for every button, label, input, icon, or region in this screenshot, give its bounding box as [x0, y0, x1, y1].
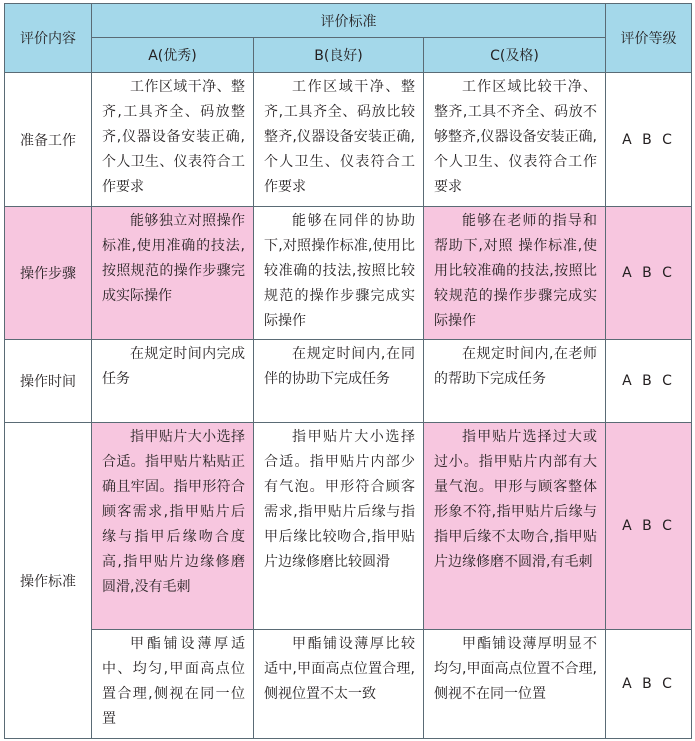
- grade-options: A B C: [606, 630, 692, 739]
- grade-options: A B C: [606, 340, 692, 423]
- row-label: 操作时间: [5, 340, 92, 423]
- header-level-a: A(优秀): [92, 38, 254, 73]
- cell-c: 甲酯铺设薄厚明显不均匀,甲面高点位置不合理,侧视不在同一位置: [424, 630, 606, 739]
- cell-a: 在规定时间内完成任务: [92, 340, 254, 423]
- table-row: [5, 423, 692, 630]
- grade-options: A B C: [606, 73, 692, 207]
- header-level-b: B(良好): [254, 38, 424, 73]
- table-row: [5, 340, 692, 423]
- evaluation-table: [4, 3, 692, 739]
- grade-options: A B C: [606, 207, 692, 340]
- cell-a: 工作区域干净、整齐,工具齐全、码放整齐,仪器设备安装正确,个人卫生、仪表符合工作要求: [92, 73, 254, 207]
- cell-b: 能够在同伴的协助下,对照操作标准,使用比较准确的技法,按照比较规范的操作步骤完成实际操作: [254, 207, 424, 340]
- header-standard: 评价标准: [92, 4, 606, 38]
- cell-b: 甲酯铺设薄厚比较适中,甲面高点位置合理,侧视位置不太一致: [254, 630, 424, 739]
- grade-options: A B C: [606, 423, 692, 630]
- header-level-c: C(及格): [424, 38, 606, 73]
- table-row: [5, 630, 692, 739]
- cell-c: 工作区域比较干净、整齐,工具不齐全、码放不够整齐,仪器设备安装正确,个人卫生、仪表符合工作要求: [424, 73, 606, 207]
- cell-c: 指甲贴片选择过大或过小。指甲贴片内部有大量气泡。甲形与顾客整体形象不符,指甲贴片后缘与指甲后缘不太吻合,指甲贴片边缘修磨不圆滑,有毛刺: [424, 423, 606, 630]
- cell-a: 甲酯铺设薄厚适中、均匀,甲面高点位置合理,侧视在同一位置: [92, 630, 254, 739]
- table-row: [5, 73, 692, 207]
- cell-b: 工作区域干净、整齐,工具齐全、码放比较整齐,仪器设备安装正确,个人卫生、仪表符合工作要求: [254, 73, 424, 207]
- header-grade: 评价等级: [606, 4, 692, 73]
- row-label: 操作标准: [5, 423, 92, 739]
- cell-a: 能够独立对照操作标准,使用准确的技法,按照规范的操作步骤完成实际操作: [92, 207, 254, 340]
- row-label: 操作步骤: [5, 207, 92, 340]
- cell-a: 指甲贴片大小选择合适。指甲贴片粘贴正确且牢固。指甲形符合顾客需求,指甲贴片后缘与指甲后缘吻合度高,指甲贴片边缘修磨圆滑,没有毛刺: [92, 423, 254, 630]
- cell-b: 指甲贴片大小选择合适。指甲贴片内部少有气泡。甲形符合顾客需求,指甲贴片后缘与指甲后缘比较吻合,指甲贴片边缘修磨比较圆滑: [254, 423, 424, 630]
- cell-b: 在规定时间内,在同伴的协助下完成任务: [254, 340, 424, 423]
- row-label: 准备工作: [5, 73, 92, 207]
- cell-c: 在规定时间内,在老师的帮助下完成任务: [424, 340, 606, 423]
- cell-c: 能够在老师的指导和帮助下,对照 操作标准,使用比较准确的技法,按照比较规范的操作步骤完成实际操作: [424, 207, 606, 340]
- header-content: 评价内容: [5, 4, 92, 73]
- table-row: [5, 207, 692, 340]
